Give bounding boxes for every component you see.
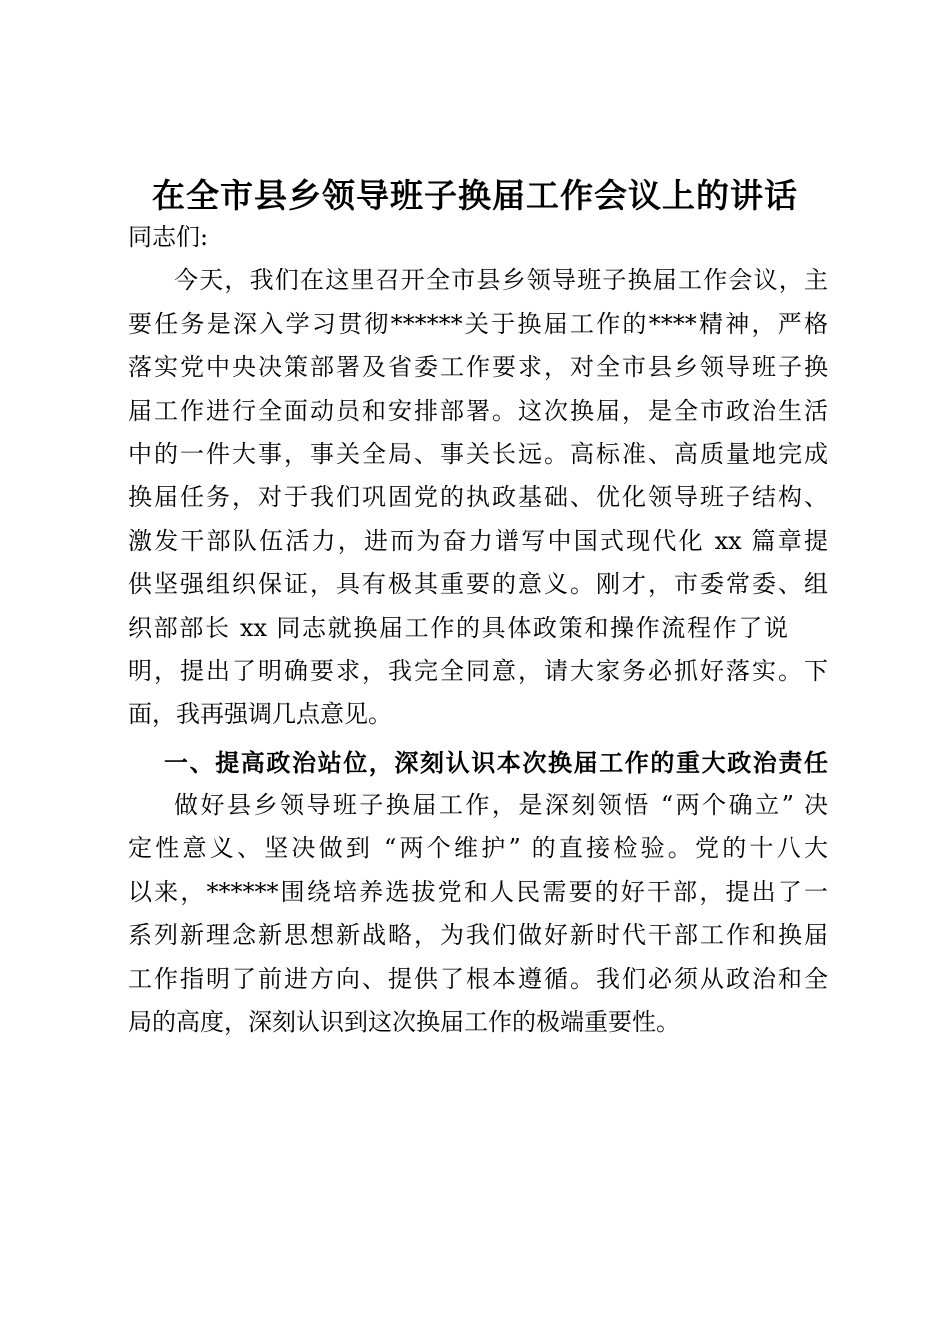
paragraph-line: 中的一件大事，事关全局、事关长远。高标准、高质量地完成 [128,439,828,468]
paragraph-line: 落实党中央决策部署及省委工作要求，对全市县乡领导班子换 [128,353,828,382]
paragraph-line: 局的高度，深刻认识到这次换届工作的极端重要性。 [128,1008,680,1037]
paragraph-line: 明，提出了明确要求，我完全同意，请大家务必抓好落实。下 [128,656,828,685]
paragraph-line: 届工作进行全面动员和安排部署。这次换届，是全市政治生活 [128,396,828,425]
paragraph-1 [128,259,828,736]
paragraph-line: 今天，我们在这里召开全市县乡领导班子换届工作会议，主 [174,266,828,295]
section-heading-1: 一、提高政治站位，深刻认识本次换届工作的重大政治责任 [164,747,828,777]
paragraph-line: 系列新理念新思想新战略，为我们做好新时代干部工作和换届 [128,921,828,950]
paragraph-line: 工作指明了前进方向、提供了根本遵循。我们必须从政治和全 [128,964,828,993]
paragraph-2 [128,784,828,1044]
document-body [128,216,828,1044]
paragraph-line: 换届任务，对于我们巩固党的执政基础、优化领导班子结构、 [128,483,828,512]
paragraph-line: 面，我再强调几点意见。 [128,700,392,729]
paragraph-line: 定性意义、坚决做到 “两个维护” 的直接检验。党的十八大 [128,834,828,863]
salutation: 同志们: [128,223,209,251]
paragraph-line: 做好县乡领导班子换届工作，是深刻领悟 “两个确立” 决 [174,791,828,820]
document-title: 在全市县乡领导班子换届工作会议上的讲话 [152,176,798,215]
paragraph-line: 激发干部队伍活力，进而为奋力谱写中国式现代化 xx 篇章提 [128,526,828,555]
paragraph-line: 织部部长 xx 同志就换届工作的具体政策和操作流程作了说 [128,613,788,642]
paragraph-line: 供坚强组织保证，具有极其重要的意义。刚才，市委常委、组 [128,570,828,599]
paragraph-line: 以来，******围绕培养选拔党和人民需要的好干部，提出了一 [128,877,828,906]
paragraph-line: 要任务是深入学习贯彻******关于换届工作的****精神，严格 [128,309,828,338]
